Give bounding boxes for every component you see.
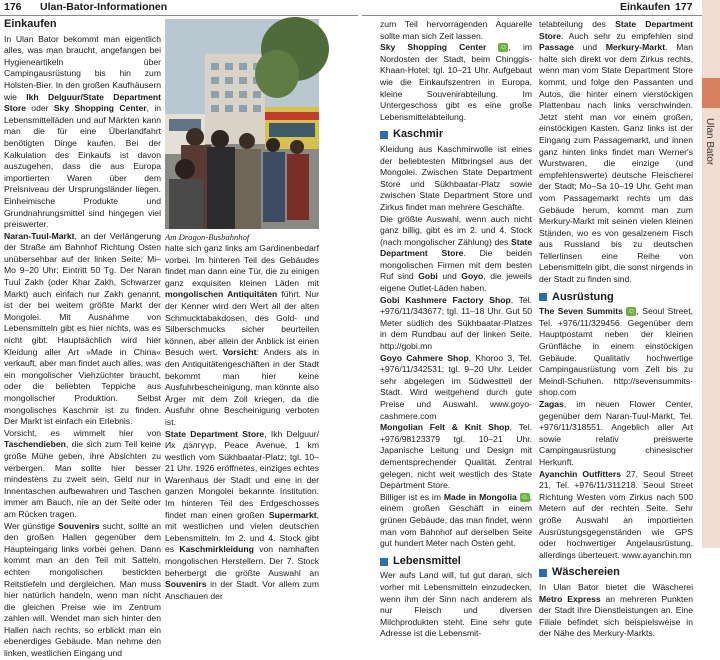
text-run: , Seoul Street, Tel. +976/11/329456. Gegenüber dem Hauptpostamt neben der kleinen Grünfläche in einem einstöckigen Gebäude. Qualitativ hochwertige Campingausrüstung vom Zelt bis zu Meindl-Schuhen. http://sevensummits-shop.com xyxy=(539,306,693,398)
bold-term: Passage xyxy=(539,42,574,53)
bold-term: Mongolian Felt & Knit Shop xyxy=(380,422,510,433)
left-page xyxy=(0,0,358,659)
tip-icon: ☺ xyxy=(627,308,635,316)
paragraph xyxy=(380,214,532,295)
text-run: Wer günstige xyxy=(4,520,59,531)
text-run: sucht, sollte an den großen Hallen gegenüber dem Haupteingang links vorbei gehen. Dann kommt man an den Teil mit Satteln, echten mongolischen bestickten Reitstiefeln und dergleichen. Man muss hier natürlich handeln, wenn man nicht die gleichen Preise wie im Zentrum zahlen will. Wendet man sich hinter den Hallen nach rechts, so erblickt man ein ebenerdiges Gebäude. Man nehme den linken, westlichen Eingang und xyxy=(4,520,161,659)
text-run: In Ulan Bator bekommt man eigentlich alles, was man braucht, angefangen bei Hygieneartikeln über Campingausrüstung bis hin zum Holsten-Bier. In den großen Kaufhäusern wie xyxy=(4,33,161,102)
paragraph xyxy=(4,34,161,231)
text-run: Vorsicht, es wimmelt hier von xyxy=(4,427,161,438)
running-title: Einkaufen xyxy=(620,1,671,13)
paragraph xyxy=(539,399,693,469)
text-run: . Die beiden mongolischen Firmen mit dem besten Ruf sind xyxy=(380,248,532,282)
right-column-2 xyxy=(539,19,693,639)
text-run: telabteilung des xyxy=(539,19,616,29)
bold-term: State Department Store xyxy=(539,19,693,41)
text-run: in der Stadt. Vor allem zum Anschauen der xyxy=(165,579,319,601)
text-run: oder xyxy=(25,103,54,114)
section-heading xyxy=(380,556,532,568)
running-header-left xyxy=(0,0,358,16)
text-run: Kleidung aus Kaschmirwolle ist eines der beliebtesten Mitbringsel aus der Mongolei. Zwischen State Department Store und Sükhbaatar-Platz sowie zwischen State Department Store und Zirkus findet man mehrere Geschäfte. xyxy=(380,143,532,212)
bold-term: mongolischen Antiquitäten xyxy=(165,289,278,300)
section-bullet-icon xyxy=(380,131,388,139)
bold-term: Sky Shopping Center xyxy=(53,103,147,114)
text-run: Billiger ist es im xyxy=(380,491,444,502)
bold-term: Merkury-Markt xyxy=(605,42,666,53)
paragraph xyxy=(380,492,532,550)
bold-term: State Department Store xyxy=(165,428,265,439)
bold-term: Kaschmirkleidung xyxy=(179,544,254,555)
running-title: Ulan-Bator-Informationen xyxy=(40,1,168,13)
text-run: . Man halte sich direkt vor dem Zirkus rechts, wenn man vom State Department Store kommt, und folge den Passanten und Autos, die hinter einem vierstöckigen Plattenbau nach links verschwinden. Jetzt steht man vor einem großen, einstöckigen Kasten. Ganz links ist der Eingang zum Passagemarkt, und innen ganz hinten links findet man Werner's Wurstwaren, die einzige (und empfehlenswerte) deutsche Fleischerei der Stadt; Mo–Sa 10–19 Uhr. Geht man vom Passagemarkt rechts um das Gebäude herum, kommt man zum Merkury-Markt mit seinen vielen kleinen Ständen, wo es von gesalzenem Fisch aus Russland bis zu deutschen Tellerlinsen eine Reihe von Lebensmitteln gibt, die sonst nirgends in der Stadt zu finden sind. xyxy=(539,42,693,285)
text-run: halte sich ganz links am Gardinenbedarf vorbei. Im hinteren Teil des Gebäudes findet man dann eine Tür, die zu einigen ganz exquisiten kleinen Läden mit xyxy=(165,243,319,288)
text-run: , einem großen Geschäft in einem grünen Gebäude, das man findet, wenn man vom Bahnhof auf derselben Seite gut hundert Meter nach Osten geht. xyxy=(380,491,533,549)
text-run: , die sich zum Teil keine große Mühe geben, ihre Absichten zu verbergen. Man sollte hier besser mindestens zu zweit sein, Geld nur in Innentaschen aufbewahren und Taschen immer am Bauch, nie an der Seite oder am Rücken tragen. xyxy=(4,439,161,519)
paragraph xyxy=(539,582,693,640)
text-run: , im neuen Flower Center, gegenüber dem Naran-Tuul-Markt, Tel. +976/11/318551. Angeblich aller Art sowie relativ preiswerte Campingausrüstung chinesischer Herkunft. xyxy=(539,399,693,467)
paragraph xyxy=(165,243,319,429)
paragraph xyxy=(539,469,693,562)
text-run: , die jeweils eigene Outlet-Läden haben. xyxy=(380,271,532,294)
paragraph xyxy=(4,231,161,428)
bold-term: Goyo xyxy=(461,271,484,282)
text-run: , Ikh Delguur/Их дэлгүүр, Peace Avenue, 1 km westlich vom Sükhbaatar-Platz; tgl. 10–21 Uhr. 1926 eröffnetes, einziges echtes Warenhaus der Stadt und eine in der ganzen Mongolei bekannte Institution. Im hinteren Teil des Erdgeschosses findet man einen großen xyxy=(165,428,319,520)
paragraph xyxy=(539,19,693,286)
bold-term: Taschendieben xyxy=(4,439,66,450)
paragraph xyxy=(380,422,532,492)
bold-term: Souvenirs xyxy=(58,520,100,531)
right-column-1 xyxy=(380,19,533,639)
paragraph xyxy=(380,42,532,123)
paragraph xyxy=(380,19,532,42)
paragraph xyxy=(4,521,161,660)
bold-term: Gobi xyxy=(418,271,438,282)
section-bullet-icon xyxy=(539,569,547,577)
section-heading-text: Kaschmir xyxy=(393,128,444,141)
paragraph xyxy=(539,306,693,399)
text-run: , im Nordosten der Stadt, beim Chinggis-Khaan-Hotel; tgl. 10–21 Uhr. Aufgebaut wie die Einkaufszentren in Europa, kleine Souvenirabteilung. Im Untergeschoss gibt es eine große Lebensmittelabteilung. xyxy=(380,42,533,122)
page-number: 176 xyxy=(4,1,22,13)
paragraph xyxy=(165,429,319,603)
section-bullet-icon xyxy=(380,558,388,566)
bold-term: The Seven Summits xyxy=(539,306,623,317)
bold-term: Ayanchin Outfitters xyxy=(539,468,622,479)
bold-term: State Department Store xyxy=(380,236,532,259)
text-run: , Tel. +976/11/343677; tgl. 11–18 Uhr. Gut 50 Meter südlich des Sükhbaatar-Platzes in dem Rundbau auf der linken Seite. http://gobi.mn xyxy=(380,294,532,352)
page-number: 177 xyxy=(675,1,693,13)
text-run: : Anders als in den Antiquitätengeschäften in der Stadt bekommt man hier keine Ausfuhrbescheinigung, man könnte also Ärger mit dem Zoll kriegen, da die Ausfuhr ohne Bescheinigung verboten ist. xyxy=(165,347,320,427)
paragraph xyxy=(380,295,532,353)
bold-term: Naran-Tuul-Markt xyxy=(4,230,75,241)
thumb-tab-marker xyxy=(702,78,720,108)
text-run: und xyxy=(573,42,606,53)
photo-caption: Am Dragon-Busbahnhof xyxy=(165,232,250,242)
section-bullet-icon xyxy=(539,293,547,301)
bold-term: Ikh Delguur/State Department Store xyxy=(4,91,161,114)
text-run: , mit westlichen und vielen deutschen Lebensmitteln. Im 2. und 4. Stock gibt es xyxy=(165,509,319,555)
paragraph xyxy=(380,353,532,423)
bold-term: Vorsicht xyxy=(222,347,257,358)
side-thumb-tab xyxy=(702,0,720,548)
section-heading-text: Ausrüstung xyxy=(552,290,614,303)
tip-icon: ☺ xyxy=(521,493,529,501)
bold-term: Made in Mongolia xyxy=(443,491,517,502)
bold-term: Sky Shopping Center xyxy=(380,42,487,53)
bold-term: Goyo Cahmere Shop xyxy=(380,352,469,363)
paragraph xyxy=(380,144,532,214)
paragraph xyxy=(380,570,532,640)
section-heading xyxy=(4,19,161,31)
left-column-1 xyxy=(4,18,162,659)
right-page xyxy=(362,0,720,639)
section-heading xyxy=(380,129,532,141)
bus-station-photo xyxy=(165,19,319,229)
text-run: führt. Nur der Kenner wird den Wert all der alten Schmucktabakdosen, des Gold- und Silberschmucks sicher beurteilen können, aber allein der Anblick ist einen Besuch wert. xyxy=(165,289,319,358)
text-run: Wer aufs Land will, tut gut daran, sich vorher mit Lebensmitteln einzudecken, wenn ihm der Sinn nach anderem als nur Fleisch und diversen Milchprodukten steht. Eine sehr gute Adresse ist die Lebensmit- xyxy=(380,570,532,639)
section-heading-text: Wäschereien xyxy=(552,566,620,579)
text-run: , an der Verlängerung der Straße am Bahnhof Richtung Osten unübersehbar auf der linken Seite; Mi–Mo 9–20 Uhr; Eintritt 50 Tg. Der Naran Tuul Zakh (oder Khar Zakh, Schwarzer Markt) auch einfach nur Zakh genannt, ist der bei weitem größte Markt der Mongolei. Mit Ausnahme von Lebensmitteln gibt es hier nichts, was es nicht gibt. Hauptsächlich wird hier Kleidung aller Art »Made in China« verkauft, aber man findet auch alles, was ein mongolischer Viehzüchter braucht, oder die beliebten Teppiche aus mongolischer Produktion. Selbst mongolisches Kaschmir ist zu finden. Der Markt ist einfach ein Erlebnis. xyxy=(4,230,161,427)
text-run: . Auch sehr zu empfehlen sind xyxy=(560,30,693,41)
text-run: In Ulan Bator bietet die Wäscherei xyxy=(539,581,693,592)
text-run: zum Teil hervorragenden Aquarelle sollte man sich Zeit lassen. xyxy=(380,19,532,41)
text-run: , Khoroo 3, Tel. +976/11/342531; tgl. 9–20 Uhr. Leider sehr abgelegen im Südwestteil der Stadt. Wird weitgehend durch gute Preise und Auswahl. www.goyo-cashmere.com xyxy=(380,352,533,421)
text-run: Die größte Auswahl, wenn auch nicht ganz billig, gibt es im 2. und 4. Stock (nach mongolischer Zählung) des xyxy=(380,213,532,247)
bold-term: Gobi Kashmere Factory Shop xyxy=(380,294,511,305)
section-heading xyxy=(539,567,693,579)
bold-term: Metro Express xyxy=(539,593,601,604)
text-run: von namhaften mongolischen Herstellern. Der 7. Stock beherbergt die größte Auswahl an xyxy=(165,544,320,578)
section-heading-text: Einkaufen xyxy=(4,18,57,30)
text-run: 27, Seoul Street 21, Tel. +976/11/311218. Seoul Street Richtung Westen vom Zirkus nach 500 Metern auf der rechten Seite. Sehr große Auswahl an importierten Ausrüstungsgegenständen wie GPS oder hochwertiger Angelausrüstung, allerdings überteuert. www.ayanchin.mn xyxy=(539,468,693,560)
text-run: an mehreren Punkten der Stadt ihre Dienstleistungen an. Eine Filiale befindet sich beispielsweise in der Nähe des Merkury-Markts. xyxy=(539,593,693,639)
running-header-right xyxy=(362,0,702,16)
tip-icon: ☺ xyxy=(499,44,508,52)
text-run: und xyxy=(437,271,462,282)
bold-term: Souvenirs xyxy=(165,579,207,590)
section-heading xyxy=(539,292,693,304)
bus-station-illustration xyxy=(165,19,319,229)
text-run: , Tel. +976/98123379 tgl. 10–21 Uhr. Japanische Leitung und Design mit dementsprechender Qualität. Zentral gelegen, nicht weit westlich des State Department Store. xyxy=(380,422,532,491)
bold-term: Supermarkt xyxy=(268,509,317,520)
section-heading-text: Lebensmittel xyxy=(393,554,461,567)
side-tab-label: Ulan Bator xyxy=(704,118,715,166)
text-run: , in Lebensmittelläden und auf Märkten kann man die für eine Überlandfahrt benötigten Dinge kaufen. Bei der Kalkulation des Einkaufs ist davon auszugehen, dass die aus Europa importierten Waren über dem Preisniveau der Ursprungsländer liegen. Einheimische Produkte und Grundnahrungsmittel sind hingegen viel preiswerter. xyxy=(4,103,162,230)
bold-term: Zagas xyxy=(539,399,564,409)
left-column-2 xyxy=(165,243,320,601)
paragraph xyxy=(4,428,161,521)
